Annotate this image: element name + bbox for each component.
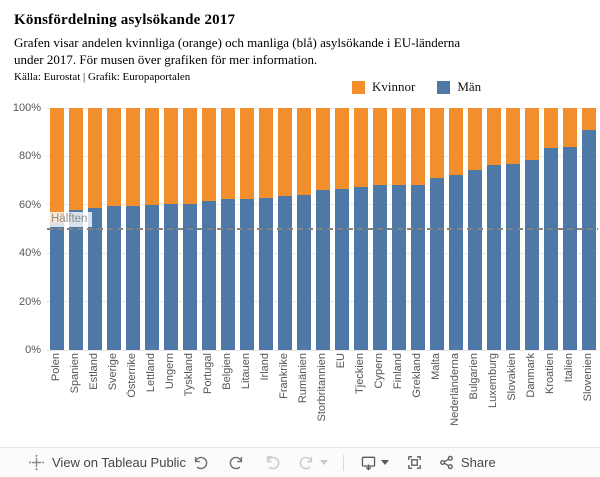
- bar-segment-women[interactable]: [335, 108, 349, 189]
- tableau-toolbar: [0, 447, 600, 477]
- tableau-logo-icon: [28, 454, 45, 471]
- x-label-cell: [199, 353, 218, 445]
- refresh-caret-icon[interactable]: [320, 460, 328, 465]
- x-label-cell: [332, 353, 351, 445]
- y-tick-40: 40%: [18, 247, 41, 260]
- bar-segment-women[interactable]: [430, 108, 444, 178]
- bar-segment-women[interactable]: [240, 108, 254, 199]
- bar-segment-men[interactable]: [240, 199, 254, 350]
- legend-label: Kvinnor: [372, 79, 416, 94]
- x-label-luxemburg: Luxemburg: [487, 353, 499, 409]
- y-tick-80: 80%: [18, 150, 41, 163]
- fullscreen-icon[interactable]: [406, 454, 423, 471]
- x-label-italien: Italien: [563, 353, 575, 383]
- x-label-cell: [484, 353, 503, 445]
- x-label-litauen: Litauen: [240, 353, 252, 390]
- y-tick-0: 0%: [25, 344, 41, 356]
- bar-segment-men[interactable]: [297, 195, 311, 350]
- bar-segment-women[interactable]: [373, 108, 387, 185]
- bar-segment-men[interactable]: [582, 130, 596, 350]
- redo-icon[interactable]: [228, 454, 245, 471]
- x-label-cell: [294, 353, 313, 445]
- bar-segment-women[interactable]: [525, 108, 539, 160]
- share-button[interactable]: [438, 454, 496, 471]
- bar-segment-women[interactable]: [316, 108, 330, 190]
- legend-swatch: [352, 81, 365, 94]
- x-label-sverige: Sverige: [107, 353, 119, 391]
- bar-segment-men[interactable]: [259, 198, 273, 350]
- bar-segment-women[interactable]: [563, 108, 577, 147]
- bar-segment-women[interactable]: [221, 108, 235, 199]
- toolbar-actions: [192, 454, 496, 471]
- bar-segment-men[interactable]: [525, 160, 539, 350]
- x-label-cell: [237, 353, 256, 445]
- bar-segment-women[interactable]: [544, 108, 558, 148]
- x-label-spanien: Spanien: [69, 353, 81, 394]
- x-label-cell: [522, 353, 541, 445]
- x-label-cell: [85, 353, 104, 445]
- bar-segment-men[interactable]: [430, 178, 444, 350]
- undo-icon[interactable]: [192, 454, 209, 471]
- x-label-cell: [579, 353, 598, 445]
- bar-segment-men[interactable]: [544, 148, 558, 350]
- bar-segment-men[interactable]: [506, 164, 520, 350]
- x-label-cell: [218, 353, 237, 445]
- reference-line-50pct: [47, 228, 598, 230]
- bar-segment-men[interactable]: [164, 204, 178, 350]
- view-on-tableau-public-label: View on Tableau Public: [52, 455, 186, 470]
- toolbar-divider: [343, 455, 344, 471]
- x-label-cell: [560, 353, 579, 445]
- download-caret-icon[interactable]: [381, 460, 389, 465]
- chart-source: Källa: Eurostat | Grafik: Europaportalen: [14, 71, 191, 83]
- share-nodes-icon: [438, 454, 455, 471]
- x-label-kroatien: Kroatien: [544, 353, 556, 394]
- bar-segment-men[interactable]: [335, 189, 349, 350]
- x-label-nederländerna: Nederländerna: [449, 353, 461, 426]
- bar-segment-men[interactable]: [373, 185, 387, 350]
- x-label-belgien: Belgien: [221, 353, 233, 390]
- bar-segment-women[interactable]: [69, 108, 83, 210]
- bar-segment-men[interactable]: [487, 165, 501, 350]
- bar-segment-women[interactable]: [88, 108, 102, 208]
- x-label-frankrike: Frankrike: [278, 353, 290, 399]
- chart-description: Grafen visar andelen kvinnliga (orange) och manliga (blå) asylsökande i EU-länderna under 2017. För musen över grafiken för mer information.: [14, 35, 461, 67]
- bar-segment-men[interactable]: [468, 170, 482, 350]
- bar-segment-women[interactable]: [50, 108, 64, 223]
- bar-segment-women[interactable]: [468, 108, 482, 170]
- share-label: Share: [461, 455, 496, 470]
- y-tick-20: 20%: [18, 295, 41, 308]
- x-label-tyskland: Tyskland: [183, 353, 195, 397]
- bar-segment-women[interactable]: [297, 108, 311, 195]
- bar-segment-men[interactable]: [278, 196, 292, 350]
- x-label-storbritannien: Storbritannien: [316, 353, 328, 422]
- bar-segment-women[interactable]: [126, 108, 140, 206]
- bar-segment-women[interactable]: [354, 108, 368, 187]
- x-label-cell: [104, 353, 123, 445]
- revert-icon[interactable]: [264, 454, 281, 471]
- x-label-grekland: Grekland: [411, 353, 423, 398]
- y-axis: [0, 102, 41, 356]
- bar-segment-men[interactable]: [411, 185, 425, 350]
- bar-segment-men[interactable]: [69, 210, 83, 350]
- x-label-finland: Finland: [392, 353, 404, 390]
- x-label-österrike: Österrike: [126, 353, 138, 398]
- x-label-cell: [275, 353, 294, 445]
- bar-segment-men[interactable]: [145, 205, 159, 350]
- bar-segment-women[interactable]: [278, 108, 292, 196]
- x-label-cell: [256, 353, 275, 445]
- bar-segment-women[interactable]: [145, 108, 159, 205]
- bar-segment-women[interactable]: [202, 108, 216, 201]
- x-label-cell: [408, 353, 427, 445]
- x-label-cell: [313, 353, 332, 445]
- x-label-cell: [180, 353, 199, 445]
- x-label-cell: [123, 353, 142, 445]
- x-label-irland: Irland: [259, 353, 271, 381]
- bar-segment-men[interactable]: [392, 185, 406, 350]
- bar-segment-women[interactable]: [487, 108, 501, 165]
- bar-segment-women[interactable]: [582, 108, 596, 130]
- download-view-icon[interactable]: [360, 454, 377, 471]
- x-label-cell: [541, 353, 560, 445]
- bar-segment-men[interactable]: [449, 175, 463, 350]
- x-label-cell: [446, 353, 465, 445]
- plot-area[interactable]: [47, 108, 598, 350]
- chart-header: [14, 12, 534, 83]
- legend-label: Män: [457, 79, 482, 94]
- legend: [352, 79, 481, 95]
- x-label-danmark: Danmark: [525, 353, 537, 398]
- x-label-cell: [351, 353, 370, 445]
- bar-segment-men[interactable]: [354, 187, 368, 350]
- x-label-ungern: Ungern: [164, 353, 176, 390]
- x-axis-labels: [47, 353, 598, 445]
- x-label-cell: [370, 353, 389, 445]
- bar-segment-women[interactable]: [411, 108, 425, 185]
- bar-segment-men[interactable]: [50, 223, 64, 350]
- x-label-rumänien: Rumänien: [297, 353, 309, 404]
- chart-title: Könsfördelning asylsökande 2017: [14, 12, 236, 28]
- x-label-eu: EU: [335, 353, 347, 369]
- bar-segment-men[interactable]: [221, 199, 235, 350]
- x-label-cell: [465, 353, 484, 445]
- y-tick-100: 100%: [12, 102, 41, 114]
- x-label-cell: [47, 353, 66, 445]
- x-label-slovakien: Slovakien: [506, 353, 518, 401]
- x-label-portugal: Portugal: [202, 353, 214, 394]
- bar-segment-women[interactable]: [183, 108, 197, 204]
- legend-item-män[interactable]: [437, 79, 481, 95]
- bar-segment-women[interactable]: [107, 108, 121, 206]
- x-label-tjeckien: Tjeckien: [354, 353, 366, 394]
- x-label-cell: [389, 353, 408, 445]
- x-label-cell: [161, 353, 180, 445]
- bar-segment-men[interactable]: [563, 147, 577, 350]
- bar-segment-women[interactable]: [449, 108, 463, 175]
- bar-segment-women[interactable]: [506, 108, 520, 164]
- bar-segment-men[interactable]: [183, 204, 197, 350]
- x-label-cell: [142, 353, 161, 445]
- y-tick-60: 60%: [18, 198, 41, 211]
- x-label-bulgarien: Bulgarien: [468, 353, 480, 400]
- x-label-cell: [66, 353, 85, 445]
- refresh-icon[interactable]: [298, 454, 315, 471]
- bar-segment-men[interactable]: [202, 201, 216, 350]
- view-on-tableau-public-link[interactable]: [28, 454, 186, 471]
- bar-segment-men[interactable]: [316, 190, 330, 350]
- x-label-cell: [503, 353, 522, 445]
- x-label-slovenien: Slovenien: [582, 353, 594, 402]
- bar-segment-women[interactable]: [259, 108, 273, 198]
- reference-line-label: Hälften: [48, 212, 92, 227]
- legend-swatch: [437, 81, 450, 94]
- x-label-malta: Malta: [430, 353, 442, 380]
- bar-segment-women[interactable]: [392, 108, 406, 185]
- x-label-polen: Polen: [50, 353, 62, 382]
- x-label-lettland: Lettland: [145, 353, 157, 393]
- x-label-cell: [427, 353, 446, 445]
- legend-item-kvinnor[interactable]: [352, 79, 415, 95]
- x-label-estland: Estland: [88, 353, 100, 390]
- x-label-cypern: Cypern: [373, 353, 385, 389]
- bar-segment-women[interactable]: [164, 108, 178, 204]
